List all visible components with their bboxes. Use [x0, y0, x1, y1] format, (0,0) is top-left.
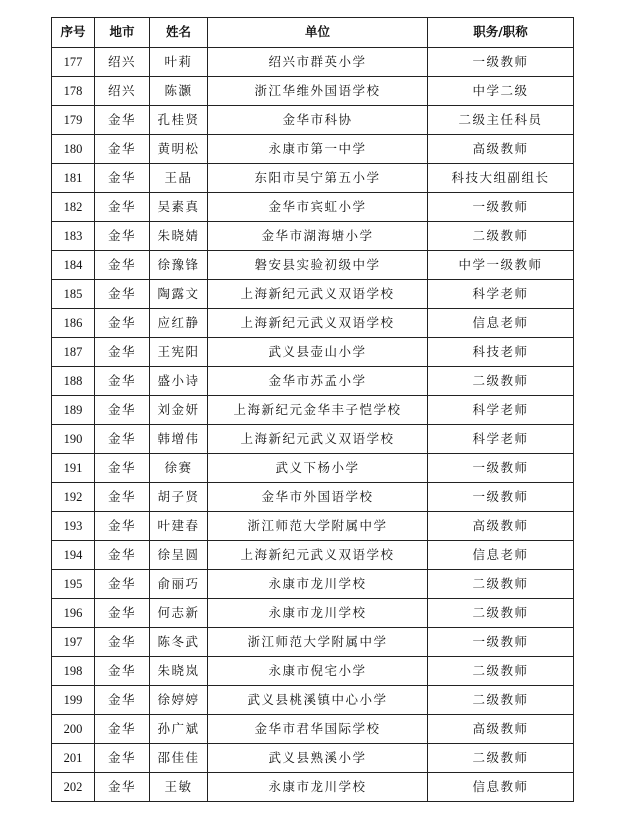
cell-no: 178 — [52, 77, 95, 106]
cell-no: 187 — [52, 338, 95, 367]
table-row — [52, 425, 574, 454]
cell-name: 徐豫锋 — [150, 251, 208, 280]
cell-no: 191 — [52, 454, 95, 483]
table-row — [52, 48, 574, 77]
cell-no: 185 — [52, 280, 95, 309]
cell-title: 中学一级教师 — [428, 251, 574, 280]
cell-unit: 武义县桃溪镇中心小学 — [208, 686, 428, 715]
cell-name: 应红静 — [150, 309, 208, 338]
cell-name: 刘金妍 — [150, 396, 208, 425]
cell-unit: 永康市龙川学校 — [208, 570, 428, 599]
cell-name: 王宪阳 — [150, 338, 208, 367]
cell-unit: 武义下杨小学 — [208, 454, 428, 483]
cell-no: 183 — [52, 222, 95, 251]
cell-name: 徐呈圆 — [150, 541, 208, 570]
cell-city: 金华 — [95, 222, 150, 251]
cell-name: 何志新 — [150, 599, 208, 628]
cell-name: 王敏 — [150, 773, 208, 802]
cell-unit: 浙江师范大学附属中学 — [208, 512, 428, 541]
cell-no: 180 — [52, 135, 95, 164]
cell-city: 金华 — [95, 773, 150, 802]
cell-title: 二级教师 — [428, 570, 574, 599]
cell-unit: 绍兴市群英小学 — [208, 48, 428, 77]
cell-unit: 金华市宾虹小学 — [208, 193, 428, 222]
table-row — [52, 628, 574, 657]
cell-city: 金华 — [95, 483, 150, 512]
header-unit: 单位 — [208, 18, 428, 48]
cell-unit: 浙江华维外国语学校 — [208, 77, 428, 106]
cell-title: 科学老师 — [428, 396, 574, 425]
cell-unit: 上海新纪元金华丰子恺学校 — [208, 396, 428, 425]
cell-unit: 浙江师范大学附属中学 — [208, 628, 428, 657]
cell-name: 黄明松 — [150, 135, 208, 164]
table-row — [52, 367, 574, 396]
cell-city: 金华 — [95, 628, 150, 657]
cell-name: 孙广斌 — [150, 715, 208, 744]
table-row — [52, 686, 574, 715]
cell-no: 186 — [52, 309, 95, 338]
table-row — [52, 106, 574, 135]
cell-title: 二级教师 — [428, 222, 574, 251]
cell-city: 金华 — [95, 512, 150, 541]
cell-name: 陈冬武 — [150, 628, 208, 657]
cell-city: 金华 — [95, 338, 150, 367]
cell-city: 金华 — [95, 396, 150, 425]
cell-unit: 金华市苏孟小学 — [208, 367, 428, 396]
cell-unit: 金华市外国语学校 — [208, 483, 428, 512]
cell-no: 179 — [52, 106, 95, 135]
cell-name: 叶莉 — [150, 48, 208, 77]
cell-no: 189 — [52, 396, 95, 425]
cell-city: 金华 — [95, 251, 150, 280]
cell-unit: 武义县熟溪小学 — [208, 744, 428, 773]
table-row — [52, 715, 574, 744]
table-row — [52, 193, 574, 222]
cell-title: 一级教师 — [428, 48, 574, 77]
cell-unit: 武义县壶山小学 — [208, 338, 428, 367]
cell-city: 金华 — [95, 425, 150, 454]
cell-name: 吴素真 — [150, 193, 208, 222]
cell-city: 金华 — [95, 164, 150, 193]
cell-unit: 东阳市吴宁第五小学 — [208, 164, 428, 193]
cell-title: 科技老师 — [428, 338, 574, 367]
cell-no: 188 — [52, 367, 95, 396]
cell-name: 盛小诗 — [150, 367, 208, 396]
header-no: 序号 — [52, 18, 95, 48]
cell-title: 信息老师 — [428, 541, 574, 570]
header-name: 姓名 — [150, 18, 208, 48]
cell-title: 高级教师 — [428, 135, 574, 164]
table-body — [52, 48, 574, 802]
cell-title: 二级教师 — [428, 657, 574, 686]
cell-unit: 上海新纪元武义双语学校 — [208, 280, 428, 309]
cell-no: 192 — [52, 483, 95, 512]
cell-city: 绍兴 — [95, 77, 150, 106]
table-row — [52, 454, 574, 483]
cell-title: 中学二级 — [428, 77, 574, 106]
cell-no: 181 — [52, 164, 95, 193]
cell-unit: 金华市君华国际学校 — [208, 715, 428, 744]
cell-name: 胡子贤 — [150, 483, 208, 512]
cell-title: 信息教师 — [428, 773, 574, 802]
cell-no: 199 — [52, 686, 95, 715]
cell-title: 二级教师 — [428, 744, 574, 773]
cell-name: 陶露文 — [150, 280, 208, 309]
cell-city: 金华 — [95, 570, 150, 599]
table-row — [52, 338, 574, 367]
cell-name: 俞丽巧 — [150, 570, 208, 599]
cell-title: 一级教师 — [428, 628, 574, 657]
cell-title: 科技大组副组长 — [428, 164, 574, 193]
cell-name: 邵佳佳 — [150, 744, 208, 773]
cell-unit: 永康市龙川学校 — [208, 599, 428, 628]
cell-unit: 上海新纪元武义双语学校 — [208, 309, 428, 338]
cell-name: 孔桂贤 — [150, 106, 208, 135]
cell-no: 182 — [52, 193, 95, 222]
cell-unit: 永康市第一中学 — [208, 135, 428, 164]
table-row — [52, 396, 574, 425]
cell-no: 197 — [52, 628, 95, 657]
cell-no: 196 — [52, 599, 95, 628]
cell-name: 叶建春 — [150, 512, 208, 541]
cell-city: 金华 — [95, 715, 150, 744]
cell-name: 朱晓岚 — [150, 657, 208, 686]
cell-city: 金华 — [95, 599, 150, 628]
cell-city: 金华 — [95, 193, 150, 222]
cell-title: 一级教师 — [428, 454, 574, 483]
table-row — [52, 541, 574, 570]
cell-unit: 永康市倪宅小学 — [208, 657, 428, 686]
cell-name: 韩增伟 — [150, 425, 208, 454]
table-row — [52, 251, 574, 280]
cell-unit: 上海新纪元武义双语学校 — [208, 425, 428, 454]
cell-city: 金华 — [95, 541, 150, 570]
table-row — [52, 570, 574, 599]
cell-title: 科学老师 — [428, 425, 574, 454]
cell-unit: 永康市龙川学校 — [208, 773, 428, 802]
cell-name: 王晶 — [150, 164, 208, 193]
cell-unit: 上海新纪元武义双语学校 — [208, 541, 428, 570]
cell-title: 信息老师 — [428, 309, 574, 338]
cell-no: 202 — [52, 773, 95, 802]
cell-unit: 金华市科协 — [208, 106, 428, 135]
cell-city: 金华 — [95, 657, 150, 686]
cell-title: 二级教师 — [428, 367, 574, 396]
cell-city: 金华 — [95, 454, 150, 483]
table-row — [52, 657, 574, 686]
roster-table — [51, 17, 574, 802]
table-row — [52, 773, 574, 802]
cell-title: 一级教师 — [428, 483, 574, 512]
cell-unit: 金华市湖海塘小学 — [208, 222, 428, 251]
header-title: 职务/职称 — [428, 18, 574, 48]
cell-no: 184 — [52, 251, 95, 280]
cell-no: 194 — [52, 541, 95, 570]
cell-city: 金华 — [95, 135, 150, 164]
cell-no: 198 — [52, 657, 95, 686]
cell-name: 朱晓婧 — [150, 222, 208, 251]
cell-name: 陈灏 — [150, 77, 208, 106]
cell-title: 高级教师 — [428, 715, 574, 744]
cell-title: 一级教师 — [428, 193, 574, 222]
table-row — [52, 77, 574, 106]
table-row — [52, 309, 574, 338]
cell-city: 金华 — [95, 744, 150, 773]
table-row — [52, 599, 574, 628]
cell-title: 科学老师 — [428, 280, 574, 309]
cell-no: 190 — [52, 425, 95, 454]
table-row — [52, 280, 574, 309]
cell-unit: 磐安县实验初级中学 — [208, 251, 428, 280]
table-row — [52, 483, 574, 512]
cell-title: 二级教师 — [428, 686, 574, 715]
header-city: 地市 — [95, 18, 150, 48]
cell-city: 金华 — [95, 106, 150, 135]
table-row — [52, 512, 574, 541]
cell-title: 高级教师 — [428, 512, 574, 541]
table-row — [52, 135, 574, 164]
cell-name: 徐赛 — [150, 454, 208, 483]
cell-city: 金华 — [95, 686, 150, 715]
cell-no: 195 — [52, 570, 95, 599]
cell-no: 193 — [52, 512, 95, 541]
cell-city: 绍兴 — [95, 48, 150, 77]
table-row — [52, 744, 574, 773]
table-row — [52, 164, 574, 193]
cell-name: 徐婷婷 — [150, 686, 208, 715]
cell-city: 金华 — [95, 309, 150, 338]
table-row — [52, 222, 574, 251]
cell-title: 二级主任科员 — [428, 106, 574, 135]
cell-city: 金华 — [95, 367, 150, 396]
cell-city: 金华 — [95, 280, 150, 309]
cell-no: 200 — [52, 715, 95, 744]
cell-no: 177 — [52, 48, 95, 77]
header-row — [52, 18, 574, 48]
cell-no: 201 — [52, 744, 95, 773]
cell-title: 二级教师 — [428, 599, 574, 628]
